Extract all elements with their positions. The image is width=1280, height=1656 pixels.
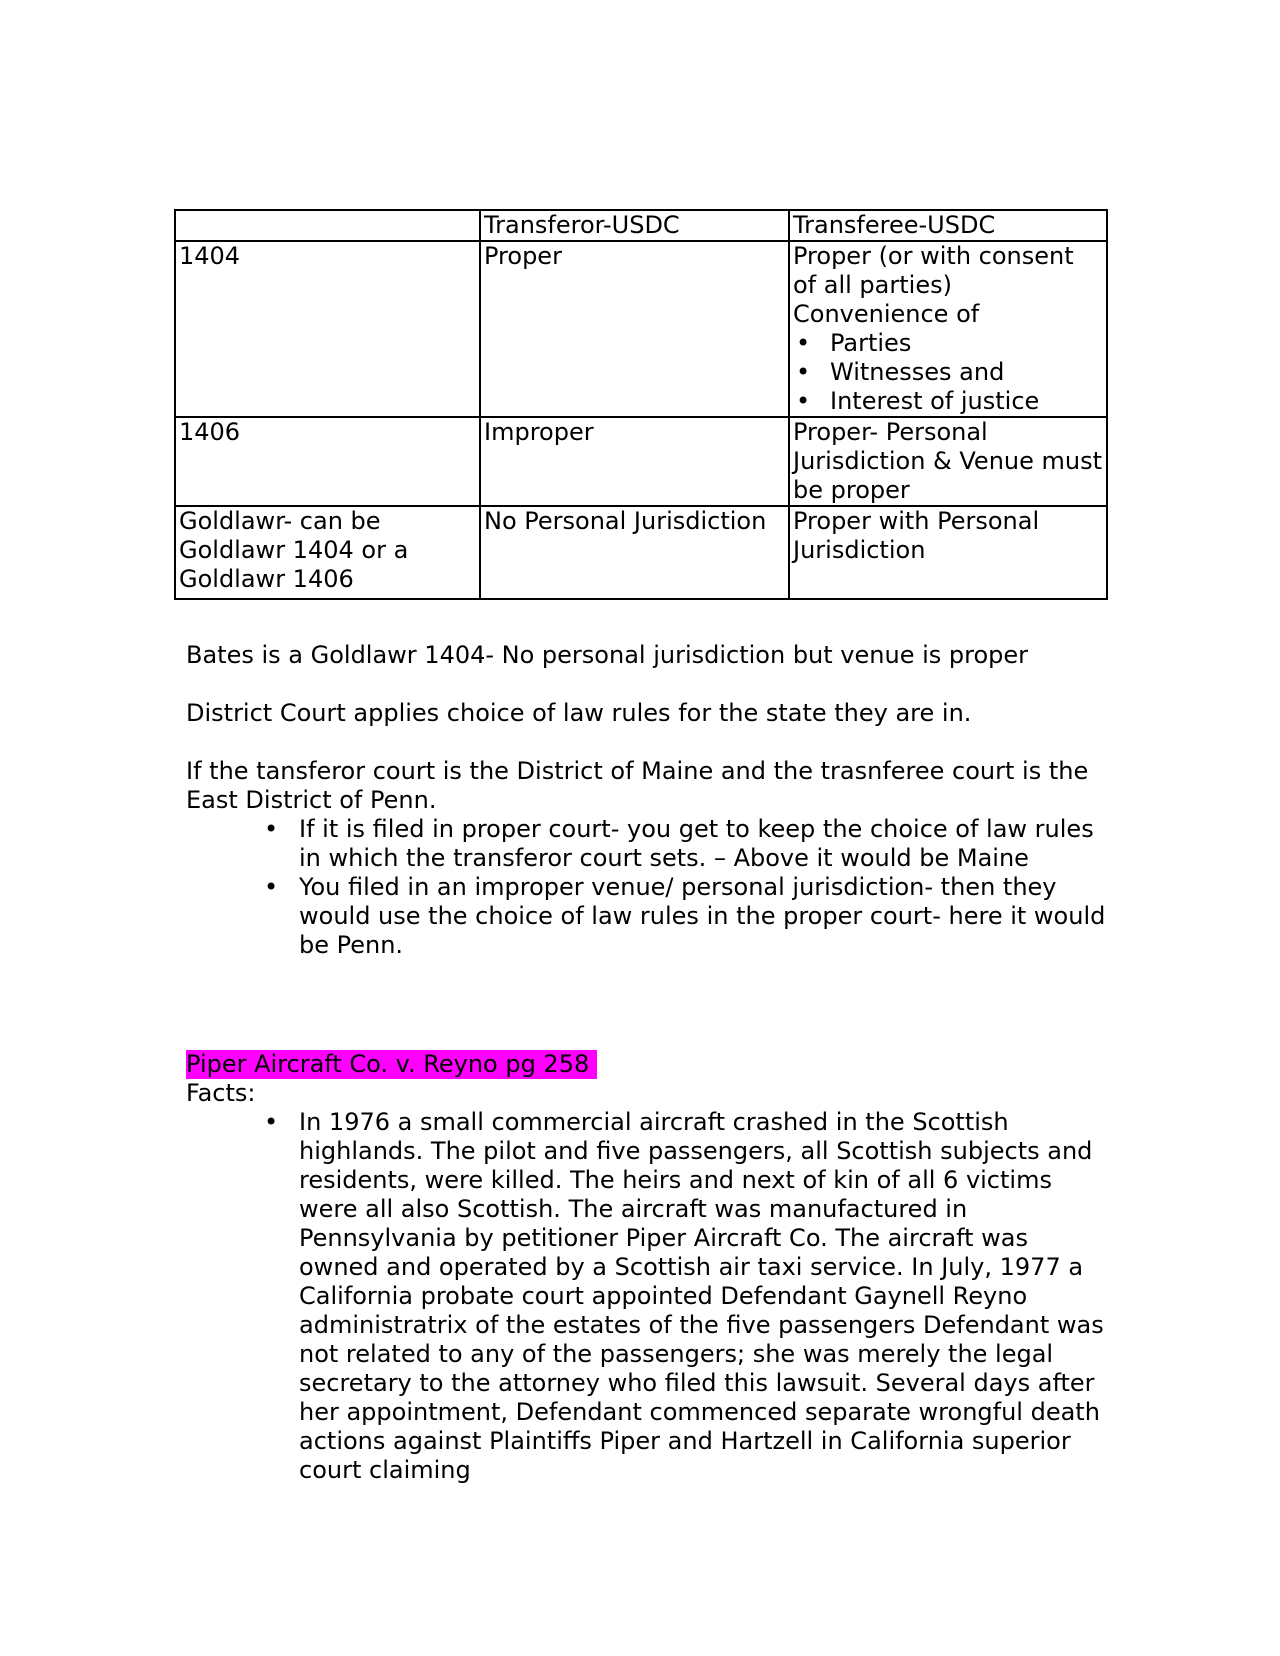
- paragraph-maine-penn: If the tansferor court is the District of Maine and the trasnferee court is the East District of Penn.: [186, 757, 1089, 814]
- paragraph-bates: Bates is a Goldlawr 1404- No personal jurisdiction but venue is proper: [186, 641, 1029, 669]
- case-title-highlighted: Piper Aircraft Co. v. Reyno pg 258: [186, 1050, 597, 1079]
- table-row: [175, 241, 1107, 417]
- table-header-row: [175, 210, 1107, 241]
- facts-heading: Facts:: [186, 1079, 256, 1107]
- table-row: [175, 506, 1107, 599]
- table-cell: Proper- Personal Jurisdiction & Venue must be proper: [789, 417, 1107, 506]
- facts-bullet-list: [186, 1108, 1106, 1485]
- cell-line: Convenience of: [793, 300, 980, 328]
- list-item: • You filed in an improper venue/ personal jurisdiction- then they would use the choice of law rules in the proper court- here it would be Penn.: [186, 873, 1106, 960]
- table-cell: [789, 241, 1107, 417]
- cell-bullet-list: [793, 329, 1103, 416]
- table-cell: Improper: [480, 417, 789, 506]
- table-row: [175, 417, 1107, 506]
- paragraph-choice-of-law: District Court applies choice of law rules for the state they are in.: [186, 699, 972, 727]
- table-cell: Proper with Personal Jurisdiction: [789, 506, 1107, 599]
- cell-bullet-item: • Interest of justice: [793, 387, 1103, 416]
- cell-line: Proper (or with consent of all parties): [793, 242, 1074, 299]
- choice-of-law-bullet-list: [186, 815, 1106, 960]
- cell-bullet-item: • Witnesses and: [793, 358, 1103, 387]
- list-item: • In 1976 a small commercial aircraft crashed in the Scottish highlands. The pilot and five passengers, all Scottish subjects and residents, were killed. The heirs and next of kin of all 6 victims were all also Scottish. The aircraft was manufactured in Pennsylvania by petitioner Piper Aircraft Co. The aircraft was owned and operated by a Scottish air taxi service. In July, 1977 a California probate court appointed Defendant Gaynell Reyno administratrix of the estates of the five passengers Defendant was not related to any of the passengers; she was merely the legal secretary to the attorney who filed this lawsuit. Several days after her appointment, Defendant commenced separate wrongful death actions against Plaintiffs Piper and Hartzell in California superior court claiming: [186, 1108, 1106, 1485]
- table-cell: Goldlawr- can be Goldlawr 1404 or a Goldlawr 1406: [175, 506, 480, 599]
- table-header-cell: Transferor-USDC: [480, 210, 789, 241]
- table-cell: No Personal Jurisdiction: [480, 506, 789, 599]
- table-cell: 1406: [175, 417, 480, 506]
- table-cell: Proper: [480, 241, 789, 417]
- venue-transfer-table: [174, 209, 1108, 600]
- cell-bullet-item: • Parties: [793, 329, 1103, 358]
- table-cell: 1404: [175, 241, 480, 417]
- table-header-cell: [175, 210, 480, 241]
- table-header-cell: Transferee-USDC: [789, 210, 1107, 241]
- list-item: • If it is filed in proper court- you get to keep the choice of law rules in which the transferor court sets. – Above it would be Maine: [186, 815, 1106, 873]
